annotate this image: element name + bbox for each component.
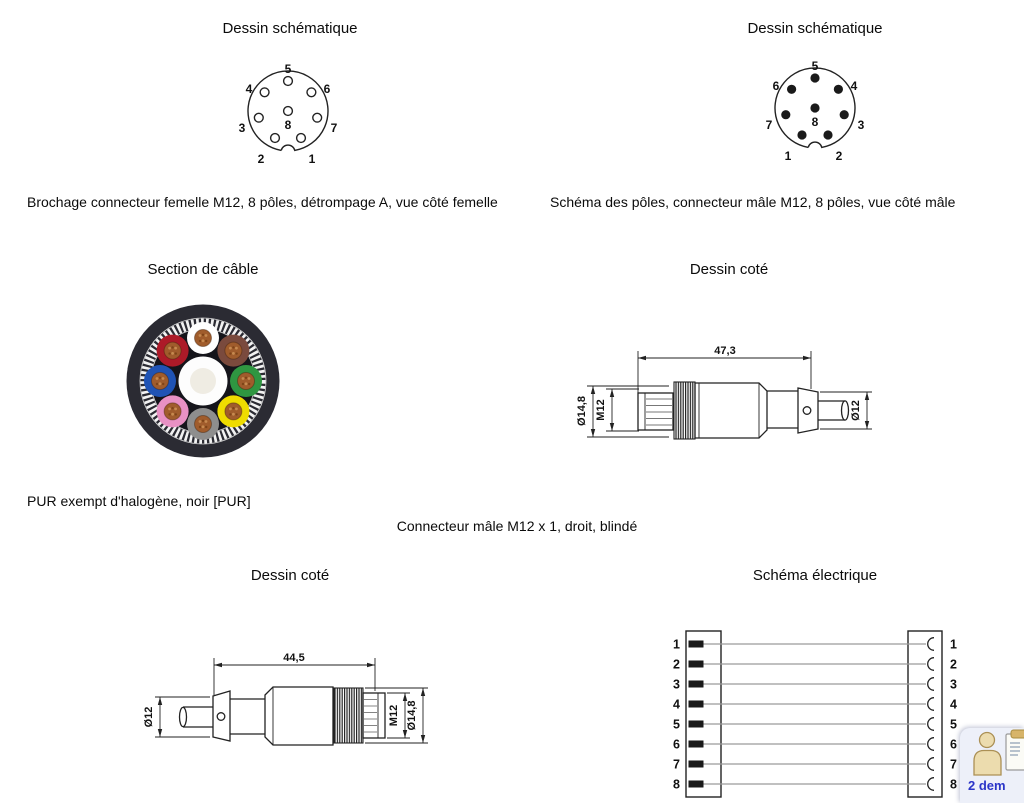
product-caption: Connecteur mâle M12 x 1, droit, blindé <box>396 518 638 534</box>
svg-text:6: 6 <box>772 79 780 93</box>
svg-text:5: 5 <box>950 717 957 732</box>
svg-text:3: 3 <box>950 677 957 692</box>
svg-text:6: 6 <box>673 737 680 752</box>
requests-overlay-widget[interactable] <box>960 728 1024 803</box>
left-pin-numbers <box>673 638 680 792</box>
svg-text:Ø12: Ø12 <box>850 400 862 421</box>
knurled-ring <box>334 688 363 743</box>
svg-text:44,5: 44,5 <box>283 652 305 664</box>
cable-cross-section <box>125 303 281 459</box>
svg-text:7: 7 <box>950 757 957 772</box>
center-filler-core <box>190 368 216 394</box>
cable-diameter-dimension <box>143 697 210 737</box>
svg-text:5: 5 <box>673 717 680 732</box>
svg-text:4: 4 <box>950 697 957 712</box>
right-pin-numbers <box>950 638 957 792</box>
knurled-ring <box>674 382 695 439</box>
dimension-bottom-title: Dessin coté <box>250 567 330 584</box>
cable-diameter-dimension <box>820 392 872 429</box>
svg-text:7: 7 <box>765 118 773 132</box>
svg-text:2: 2 <box>673 657 680 672</box>
svg-text:8: 8 <box>673 777 680 792</box>
connector-side-view <box>638 382 849 439</box>
connector-side-view <box>180 687 386 745</box>
svg-text:2: 2 <box>835 149 843 163</box>
svg-text:2: 2 <box>257 152 265 166</box>
thread-dimension <box>595 389 639 431</box>
svg-text:4: 4 <box>245 82 253 96</box>
female-socket-symbols <box>928 638 934 791</box>
wires <box>704 644 927 784</box>
male-pin-symbols <box>689 641 704 788</box>
female-schematic-title: Dessin schématique <box>222 20 358 37</box>
svg-text:M12: M12 <box>595 399 607 421</box>
female-pin-holes <box>254 77 321 143</box>
cable-material-caption: PUR exempt d'halogène, noir [PUR] <box>27 493 251 509</box>
svg-text:4: 4 <box>850 79 858 93</box>
electrical-schematic-title: Schéma électrique <box>752 567 878 584</box>
svg-text:3: 3 <box>857 118 865 132</box>
cable-end <box>180 707 187 726</box>
svg-text:Ø14,8: Ø14,8 <box>406 700 418 731</box>
svg-text:5: 5 <box>811 59 819 73</box>
electrical-schematic <box>660 625 972 803</box>
male-schematic-title: Dessin schématique <box>747 20 883 37</box>
svg-text:6: 6 <box>323 82 331 96</box>
requests-count-label[interactable]: 2 dem <box>968 778 1006 793</box>
dimension-top-title: Dessin coté <box>689 261 769 278</box>
svg-text:4: 4 <box>673 697 680 712</box>
svg-text:3: 3 <box>673 677 680 692</box>
svg-text:7: 7 <box>673 757 680 772</box>
svg-text:8: 8 <box>811 115 819 129</box>
svg-text:8: 8 <box>950 777 957 792</box>
strain-relief-hole <box>217 713 225 721</box>
left-connector-block <box>686 631 721 797</box>
svg-text:Ø12: Ø12 <box>143 706 155 728</box>
female-connector-caption: Brochage connecteur femelle M12, 8 pôles, détrompage A, vue côté femelle <box>27 194 498 210</box>
svg-text:5: 5 <box>284 62 292 76</box>
dimension-drawing-bottom <box>140 645 440 757</box>
svg-text:7: 7 <box>330 121 338 135</box>
svg-text:47,3: 47,3 <box>714 345 736 357</box>
svg-text:6: 6 <box>950 737 957 752</box>
male-connector-caption: Schéma des pôles, connecteur mâle M12, 8 pôles, vue côté mâle <box>550 194 956 210</box>
cable-end <box>842 401 849 420</box>
male-connector-diagram <box>752 49 878 167</box>
dimension-drawing-top <box>565 340 885 455</box>
svg-text:1: 1 <box>784 149 792 163</box>
svg-text:1: 1 <box>308 152 316 166</box>
svg-text:2: 2 <box>950 657 957 672</box>
svg-text:3: 3 <box>238 121 246 135</box>
svg-text:1: 1 <box>673 637 680 652</box>
svg-text:8: 8 <box>284 118 292 132</box>
female-connector-diagram <box>225 52 351 170</box>
clipboard-icon <box>1006 730 1024 770</box>
cable-section-title: Section de câble <box>147 261 259 278</box>
male-pin-contacts <box>781 73 849 139</box>
strain-relief-hole <box>803 407 811 415</box>
svg-text:1: 1 <box>950 637 957 652</box>
svg-text:M12: M12 <box>388 704 400 727</box>
widget-illustration <box>960 728 1024 778</box>
svg-text:Ø14,8: Ø14,8 <box>576 396 588 426</box>
right-connector-block <box>908 631 942 797</box>
person-icon <box>974 733 1001 776</box>
